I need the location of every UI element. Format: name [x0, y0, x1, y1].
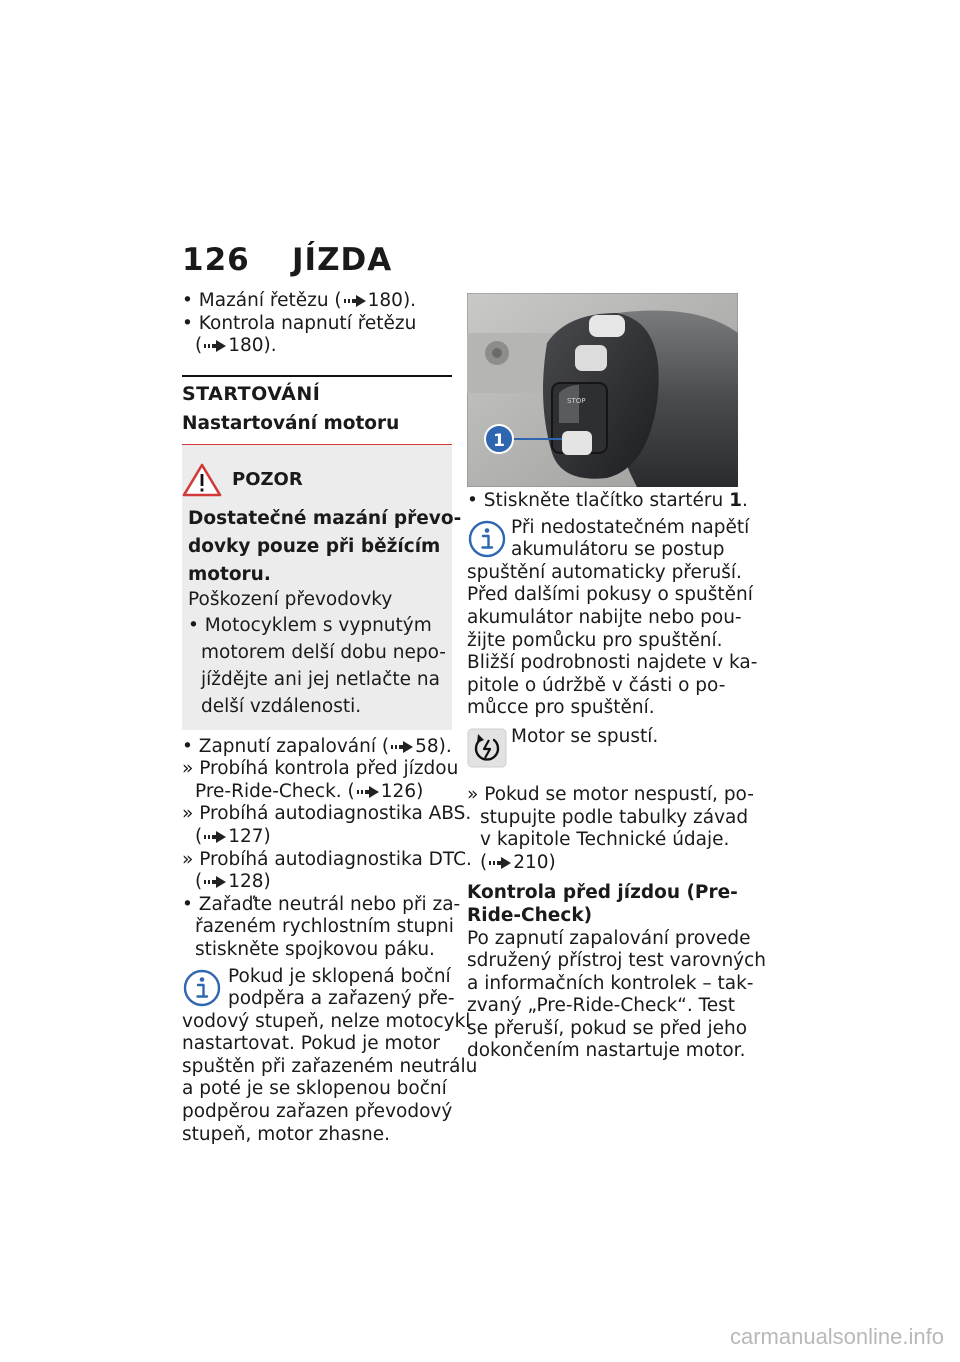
result-item: » Probíhá kontrola před jízdou	[182, 758, 459, 780]
subsection-title: Nastartování motoru	[182, 413, 400, 435]
list-item-continued: řazeném rychlostním stupni	[195, 916, 454, 938]
info-icon	[467, 519, 507, 559]
warning-text: Poškození převodovky	[188, 588, 393, 610]
reference-arrow-icon	[344, 295, 366, 307]
warning-heading: Dostatečné mazání převo- dovky pouze při běžícím motoru.	[188, 507, 462, 585]
section-title: STARTOVÁNÍ	[182, 375, 452, 406]
warning-triangle-icon	[182, 463, 222, 497]
stop-label: STOP	[567, 397, 586, 405]
result-item: » Probíhá autodiagnostika DTC.	[182, 848, 472, 870]
result-item-continued: stupujte podle tabulky závad	[480, 806, 749, 828]
reference-arrow-icon	[391, 741, 413, 753]
list-item: • Kontrola napnutí řetězu	[182, 312, 417, 334]
list-item-continued: stiskněte spojkovou páku.	[195, 938, 435, 960]
result-item-continued: Pre-Ride-Check. ( 126)	[195, 780, 424, 802]
right-column	[467, 490, 767, 1063]
warning-list: • Motocyklem s vypnutým motorem delší dobu nepo- jíždějte ani jej netlačte na delší vzdálenosti.	[188, 614, 446, 717]
page-number: 126	[182, 242, 250, 278]
watermark: carmanualsonline.info	[729, 1324, 944, 1349]
result-item-continued: ( 127)	[195, 825, 271, 847]
chapter-title: JÍZDA	[292, 242, 393, 278]
reference-arrow-icon	[357, 786, 379, 798]
body-paragraph: Po zapnutí zapalování provede sdružený přístroj test varovných a informačních kontrolek – tak- zvaný „Pre-Ride-Check“. Test se přeruší, pokud se před jeho dokončením nastartuje motor.	[467, 927, 767, 1062]
callout-number: 1	[493, 431, 505, 451]
motor-starts-note: Motor se spustí.	[467, 726, 739, 774]
subsection-title: Kontrola před jízdou (Pre- Ride-Check)	[467, 882, 738, 926]
info-note: Pokud je sklopená boční podpěra a zařazený pře- vodový stupeň, nelze motocykl nastartovat. Pokud je motor spuštěn při zařazeném neutrálu a poté je se sklopenou boční podpěrou zařazen převodový stupeň, motor zhasne.	[182, 965, 478, 1145]
left-column	[182, 290, 478, 1146]
reference-arrow-icon	[204, 831, 226, 843]
list-item-continued: ( 180).	[195, 335, 277, 357]
reference-arrow-icon	[489, 857, 511, 869]
page-header	[182, 242, 392, 278]
list-item: • Zařaďte neutrál nebo při za-	[182, 893, 461, 915]
reference-arrow-icon	[204, 340, 226, 352]
list-item: • Zapnutí zapalování ( 58).	[182, 735, 452, 757]
handlebar-switch-photo	[467, 293, 738, 487]
warning-title: POZOR	[232, 468, 303, 490]
result-item-continued: v kapitole Technické údaje.	[480, 829, 730, 851]
result-item: » Pokud se motor nespustí, po-	[467, 783, 754, 805]
info-note: Při nedostatečném napětí akumulátoru se postup spuštění automaticky přeruší. Před dalšími pokusy o spuštění akumulátor nabijte nebo pou- žijte pomůcku pro spuštění. Bližší podrobnosti najdete v ka- pitole o údržbě v části o po- můcce pro spuštění.	[467, 516, 758, 719]
result-item: » Probíhá autodiagnostika ABS.	[182, 803, 472, 825]
reference-arrow-icon	[204, 876, 226, 888]
list-item: • Mazání řetězu ( 180).	[182, 290, 417, 311]
list-item: • Stiskněte tlačítko startéru 1.	[467, 490, 748, 511]
result-item-continued: ( 128)	[195, 871, 271, 893]
result-item-continued: ( 210)	[480, 851, 556, 873]
info-icon	[182, 968, 222, 1008]
warning-box	[182, 444, 462, 730]
motor-start-icon	[467, 728, 507, 768]
